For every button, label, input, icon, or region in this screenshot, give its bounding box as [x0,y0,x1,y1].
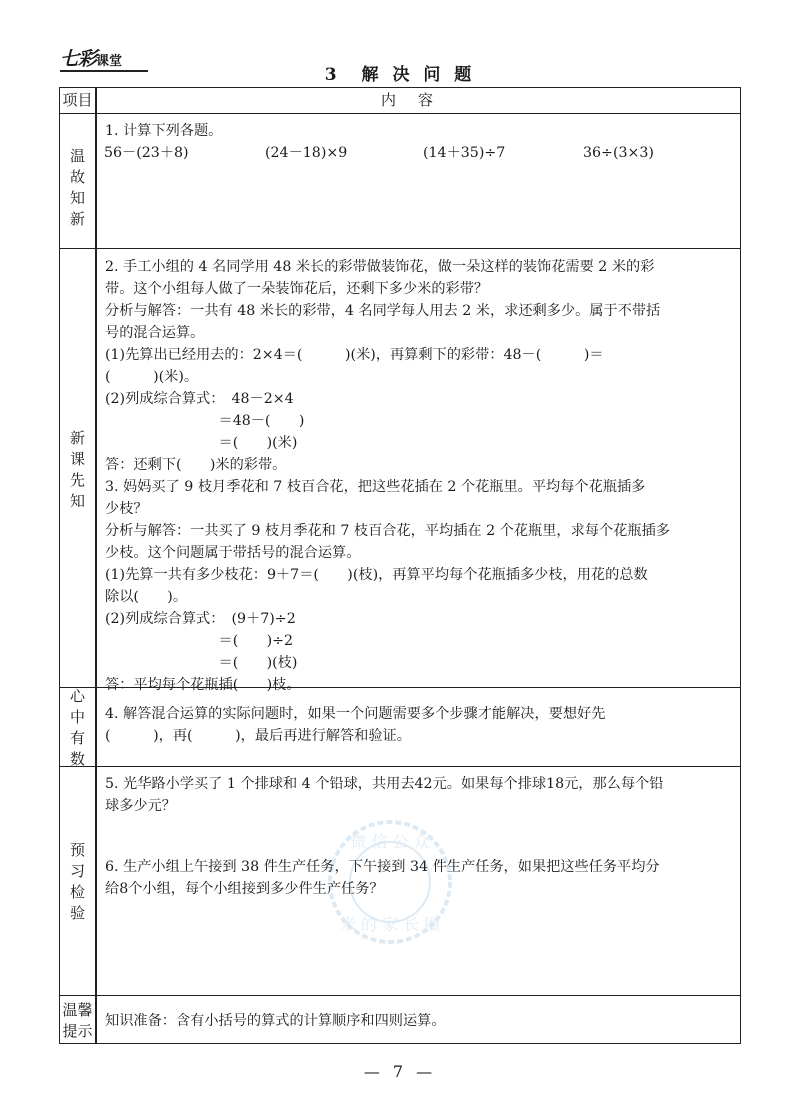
new-lesson-line: ＝( )÷2 [105,633,294,649]
question-5-line-2: 球多少元？ [105,798,176,814]
new-lesson-line: (1)先算出已经用去的：2×4＝( )(米)，再算剩下的彩带：48－( )＝ [105,347,604,363]
question-5-line-1: 5. 光华路小学买了 1 个排球和 4 个铅球，共用去42元。如果每个排球18元，那么每个铅 [105,776,664,792]
logo-sub: 课堂 [96,54,123,69]
label-preview [60,840,95,924]
new-lesson-line: 少枝。这个问题属于带括号的混合运算。 [105,545,361,561]
row-divider [59,995,741,996]
label-review [60,146,95,230]
page-number: — 7 — [363,1062,437,1081]
question-1: 1. 计算下列各题。 [105,123,223,139]
new-lesson-line: 2. 手工小组的 4 名同学用 48 米长的彩带做装饰花，做一朵这样的装饰花需要 2 米的彩 [105,259,655,275]
row-divider [59,248,741,249]
new-lesson-line: 3. 妈妈买了 9 枝月季花和 7 枝百合花，把这些花插在 2 个花瓶里。平均每个花瓶插多 [105,479,646,495]
label-summary [60,686,95,770]
header-item: 项目 [62,91,93,109]
watermark-stamp [320,812,460,952]
new-lesson-line: 除以( )。 [105,589,188,605]
question-6-line-2: 给8个小组，每个小组接到多少件生产任务？ [105,881,384,897]
label-new-lesson [60,428,95,512]
vertical-label-text: 温 故 知 新 [69,147,85,228]
new-lesson-line: 带。这个小组每人做了一朵装饰花后，还剩下多少米的彩带？ [105,281,489,297]
tip-text: 知识准备：含有小括号的算式的计算顺序和四则运算。 [105,1013,446,1029]
new-lesson-line: 分析与解答：一共有 48 米长的彩带，4 名同学每人用去 2 米，求还剩多少。属于不带括 [105,303,661,319]
page-title: 3 解 决 问 题 [324,65,476,85]
new-lesson-line: 分析与解答：一共买了 9 枝月季花和 7 枝百合花，平均插在 2 个花瓶里，求每个花瓶插多 [105,523,670,539]
watermark-text: 米 的 家 长 圈 [339,915,441,934]
new-lesson-line: ＝( )(枝) [105,655,298,671]
expression-3: (14＋35)÷7 [423,145,506,161]
vertical-label-text: 温馨 提示 [62,1001,93,1040]
expression-1: 56－(23＋8) [104,145,189,161]
new-lesson-line: 答：平均每个花瓶插( )枝。 [105,677,301,693]
logo-brand: 七彩 [60,48,97,70]
new-lesson-line: ＝( )(米) [105,435,298,451]
new-lesson-line: 答：还剩下( )米的彩带。 [105,457,287,473]
label-tip [60,1000,95,1042]
expression-4: 36÷(3×3) [583,145,654,161]
row-divider [59,113,741,114]
new-lesson-line: (1)先算一共有多少枝花：9＋7＝( )(枝)，再算平均每个花瓶插多少枝，用花的总数 [105,567,648,583]
header-content: 内容 [380,91,455,109]
watermark-top: 微 信 公 众 [350,832,430,851]
new-lesson-line: ＝48－( ) [105,413,305,429]
new-lesson-line: 号的混合运算。 [105,325,205,341]
expression-2: (24－18)×9 [265,145,348,161]
vertical-label-text: 新 课 先 知 [69,429,85,510]
vertical-label-text: 心 中 有 数 [69,687,85,768]
question-6-line-1: 6. 生产小组上午接到 38 件生产任务，下午接到 34 件生产任务，如果把这些任务平均分 [105,859,660,875]
summary-line-1: 4. 解答混合运算的实际问题时，如果一个问题需要多个步骤才能解决，要想好先 [105,706,606,722]
column-divider [95,87,97,1044]
summary-line-2: ( )，再( )，最后再进行解答和验证。 [105,728,411,744]
new-lesson-line: 少枝？ [105,501,148,517]
new-lesson-line: (2)列成综合算式： (9＋7)÷2 [105,611,296,627]
vertical-label-text: 预 习 检 验 [69,841,85,922]
new-lesson-line: (2)列成综合算式： 48－2×4 [105,391,294,407]
row-divider [59,766,741,767]
new-lesson-line: ( )(米)。 [105,369,199,385]
